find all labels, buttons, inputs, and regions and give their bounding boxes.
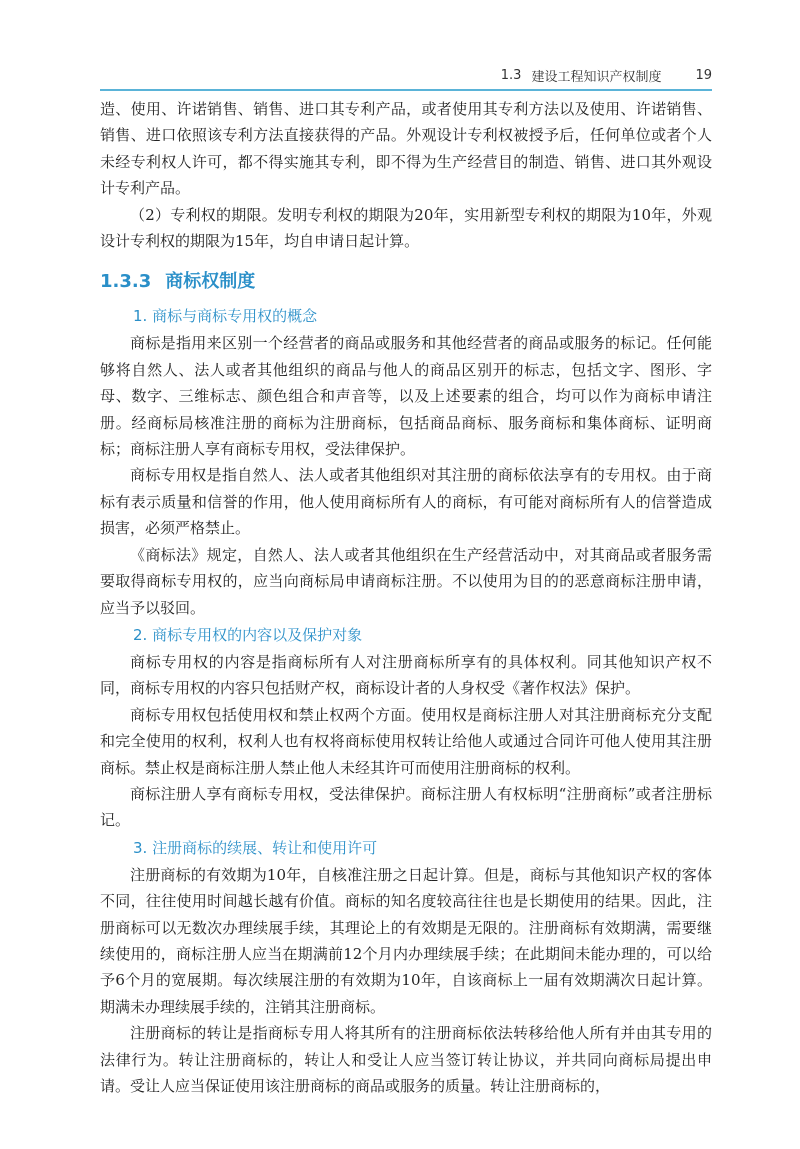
section-heading [100, 262, 712, 302]
running-header [100, 64, 712, 86]
subsection-heading: 3. 注册商标的续展、转让和使用许可 [133, 838, 378, 857]
paragraph: 商标是指用来区别一个经营者的商品或服务和其他经营者的商品或服务的标记。任何能够将自然人、法人或者其他组织的商品与他人的商品区别开的标志，包括文字、图形、字母、数字、三维标志、颜色组合和声音等，以及上述要素的组合，均可以作为商标申请注册。经商标局核准注册的商标为注册商标，包括商品商标、服务商标和集体商标、证明商标；商标注册人享有商标专用权，受法律保护。 [100, 334, 712, 459]
paragraph: 商标专用权的内容是指商标所有人对注册商标所享有的具体权利。同其他知识产权不同，商标专用权的内容只包括财产权，商标设计者的人身权受《著作权法》保护。 [100, 652, 712, 698]
section-title: 商标权制度 [165, 271, 256, 293]
page-number: 19 [695, 67, 712, 83]
paragraph: （2）专利权的期限。发明专利权的期限为20年，实用新型专利权的期限为10年，外观设计专利权的期限为15年，均自申请日起计算。 [100, 205, 712, 251]
paragraph: 商标专用权包括使用权和禁止权两个方面。使用权是商标注册人对其注册商标充分支配和完全使用的权利，权利人也有权将商标使用权转让给他人或通过合同许可他人使用其注册商标。禁止权是商标注册人禁止他人未经其许可而使用注册商标的权利。 [100, 705, 712, 777]
header-rule [100, 89, 712, 91]
page-body [100, 96, 712, 1099]
section-number: 1.3.3 [100, 271, 152, 293]
subsection-heading: 1. 商标与商标专用权的概念 [133, 307, 318, 326]
paragraph: 《商标法》规定，自然人、法人或者其他组织在生产经营活动中，对其商品或者服务需要取得商标专用权的，应当向商标局申请商标注册。不以使用为目的的恶意商标注册申请，应当予以驳回。 [100, 545, 712, 617]
subsection-heading: 2. 商标专用权的内容以及保护对象 [133, 625, 363, 644]
paragraph: 造、使用、许诺销售、销售、进口其专利产品，或者使用其专利方法以及使用、许诺销售、销售、进口依照该专利方法直接获得的产品。外观设计专利权被授予后，任何单位或者个人未经专利权人许可，都不得实施其专利，即不得为生产经营目的制造、销售、进口其外观设计专利产品。 [100, 100, 712, 198]
paragraph: 商标专用权是指自然人、法人或者其他组织对其注册的商标依法享有的专用权。由于商标有表示质量和信誉的作用，他人使用商标所有人的商标，有可能对商标所有人的信誉造成损害，必须严格禁止。 [100, 466, 712, 538]
paragraph: 商标注册人享有商标专用权，受法律保护。商标注册人有权标明“注册商标”或者注册标记。 [100, 784, 712, 830]
header-section-number: 1.3 [500, 67, 522, 83]
paragraph: 注册商标的有效期为10年，自核准注册之日起计算。但是，商标与其他知识产权的客体不同，往往使用时间越长越有价值。商标的知名度较高往往也是长期使用的结果。因此，注册商标可以无数次办理续展手续，其理论上的有效期是无限的。注册商标有效期满，需要继续使用的，商标注册人应当在期满前12个月内办理续展手续；在此期间未能办理的，可以给予6个月的宽展期。每次续展注册的有效期为10年，自该商标上一届有效期满次日起计算。期满未办理续展手续的，注销其注册商标。 [100, 865, 712, 1016]
paragraph: 注册商标的转让是指商标专用人将其所有的注册商标依法转移给他人所有并由其专用的法律行为。转让注册商标的，转让人和受让人应当签订转让协议，并共同向商标局提出申请。受让人应当保证使用该注册商标的商品或服务的质量。转让注册商标的， [100, 1024, 712, 1095]
header-chapter-title: 建设工程知识产权制度 [531, 69, 662, 85]
